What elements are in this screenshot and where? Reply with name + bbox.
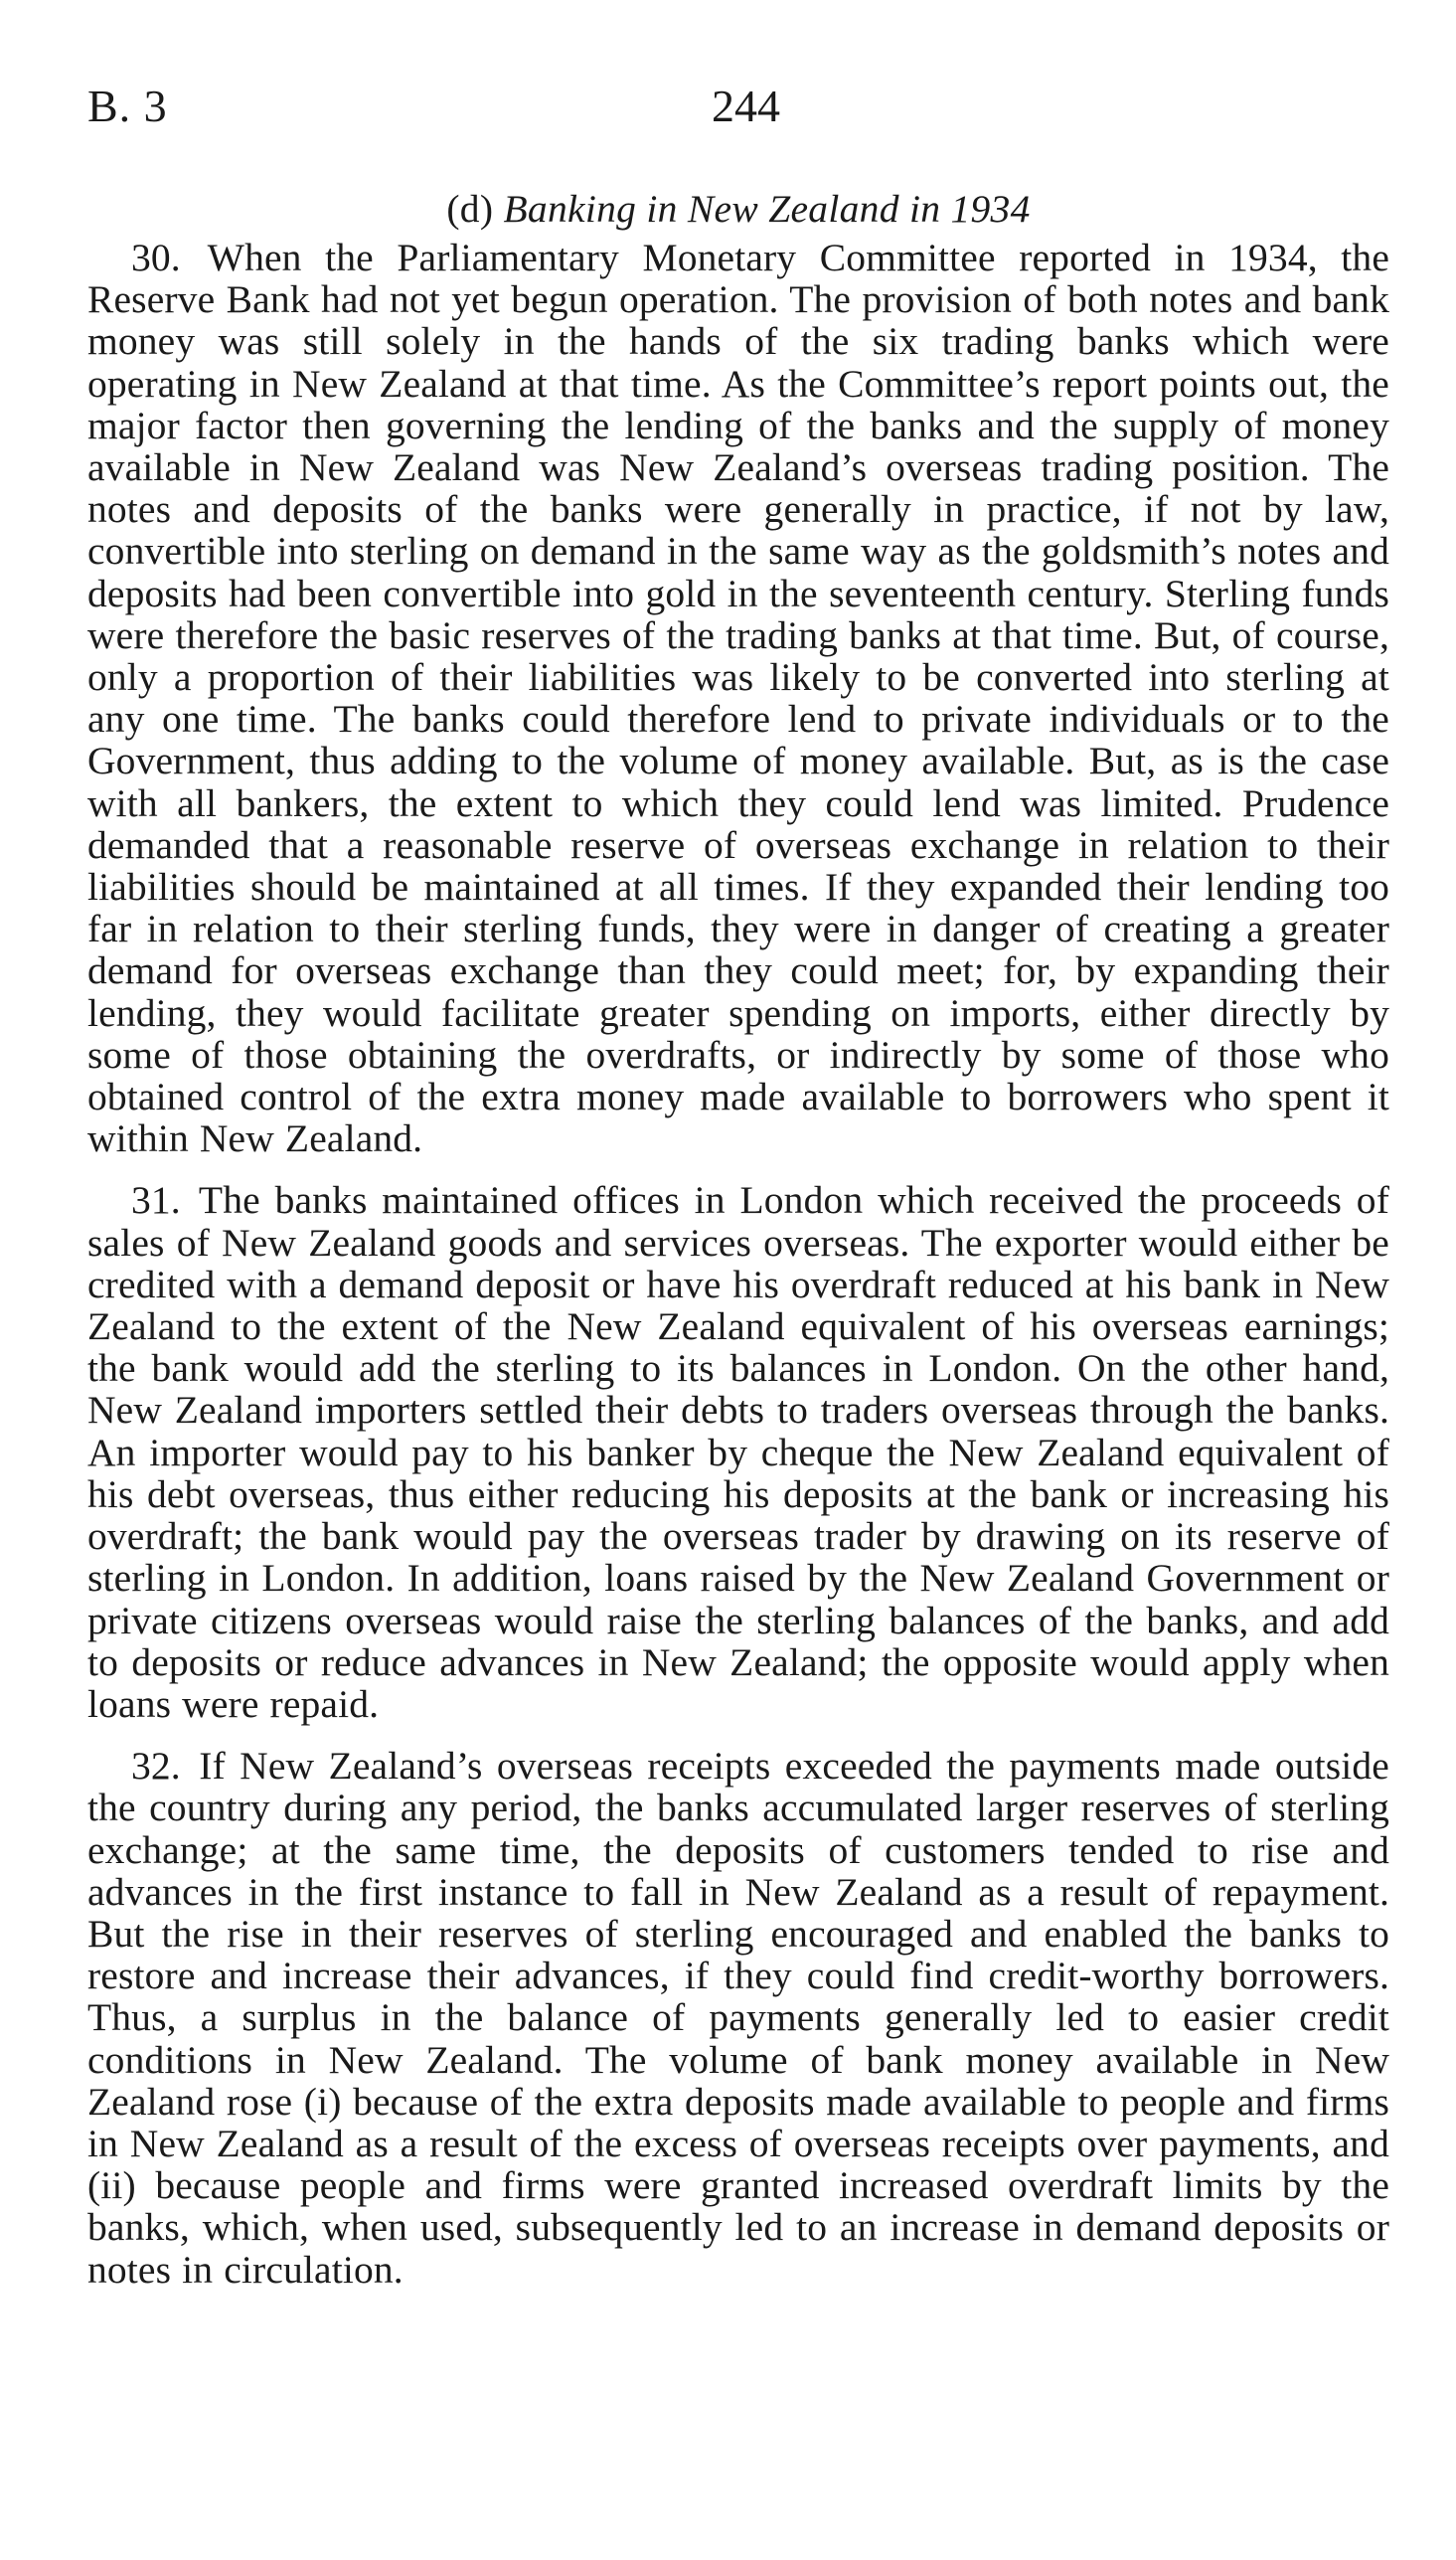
paragraph-30 — [87, 237, 1389, 1159]
paragraph-31 — [87, 1179, 1389, 1725]
page-number: 244 — [712, 81, 780, 131]
paragraph-number: 30. — [131, 236, 181, 279]
paragraph-text: If New Zealand’s overseas receipts exceeded the payments made outside the country during any period, the banks accumulated larger reserves of sterling exchange; at the same time, the deposits of customers tended to rise and advances in the first instance to fall in New Zealand as a result of repayment. But the rise in their reserves of sterling encouraged and enabled the banks to restore and increase their advances, if they could find credit-worthy borrowers. Thus, a surplus in the balance of payments generally led to easier credit conditions in New Zealand. The volume of bank money available in New Zealand rose (i) because of the extra deposits made available to people and firms in New Zealand as a result of the excess of overseas receipts over payments, and (ii) because people and firms were granted increased overdraft limits by the banks, which, when used, subsequently led to an increase in demand deposits or notes in circulation. — [87, 1744, 1389, 2292]
page-header — [87, 80, 1389, 139]
section-title: Banking in New Zealand in 1934 — [503, 187, 1031, 231]
section-heading — [87, 187, 1389, 231]
document-reference: B. 3 — [87, 81, 168, 131]
paragraph-text: The banks maintained offices in London which received the proceeds of sales of New Zealand goods and services overseas. The exporter would either be credited with a demand deposit or have his overdraft reduced at his bank in New Zealand to the extent of the New Zealand equivalent of his overseas earnings; the bank would add the sterling to its balances in London. On the other hand, New Zealand importers settled their debts to traders overseas through the banks. An importer would pay to his banker by cheque the New Zealand equivalent of his debt overseas, thus either reducing his deposits at the bank or increasing his overdraft; the bank would pay the overseas trader by drawing on its reserve of sterling in London. In addition, loans raised by the New Zealand Government or private citizens overseas would raise the sterling balances of the banks, and add to deposits or reduce advances in New Zealand; the opposite would apply when loans were repaid. — [87, 1178, 1389, 1726]
paragraph-text: When the Parliamentary Monetary Committee reported in 1934, the Reserve Bank had not yet begun operation. The provision of both notes and bank money was still solely in the hands of the six trading banks which were operating in New Zealand at that time. As the Committee’s report points out, the major factor then governing the lending of the banks and the supply of money available in New Zealand was New Zealand’s overseas trading position. The notes and deposits of the banks were generally in practice, if not by law, convertible into sterling on demand in the same way as the goldsmith’s notes and deposits had been convertible into gold in the seventeenth century. Sterling funds were therefore the basic reserves of the trading banks at that time. But, of course, only a proportion of their liabilities was likely to be converted into sterling at any one time. The banks could therefore lend to private individuals or to the Government, thus adding to the volume of money available. But, as is the case with all bankers, the extent to which they could lend was limited. Prudence demanded that a reasonable reserve of overseas exchange in relation to their liabilities should be maintained at all times. If they expanded their lending too far in relation to their sterling funds, they were in danger of creating a greater demand for overseas exchange than they could meet; for, by expanding their lending, they would facilitate greater spending on imports, either directly by some of those obtaining the overdrafts, or indirectly by some of those who obtained control of the extra money made available to borrowers who spent it within New Zealand. — [87, 236, 1389, 1161]
paragraph-number: 31. — [131, 1178, 181, 1223]
body-text — [87, 237, 1389, 2310]
paragraph-32 — [87, 1745, 1389, 2291]
section-label: (d) — [446, 187, 494, 231]
paragraph-number: 32. — [131, 1744, 181, 1789]
